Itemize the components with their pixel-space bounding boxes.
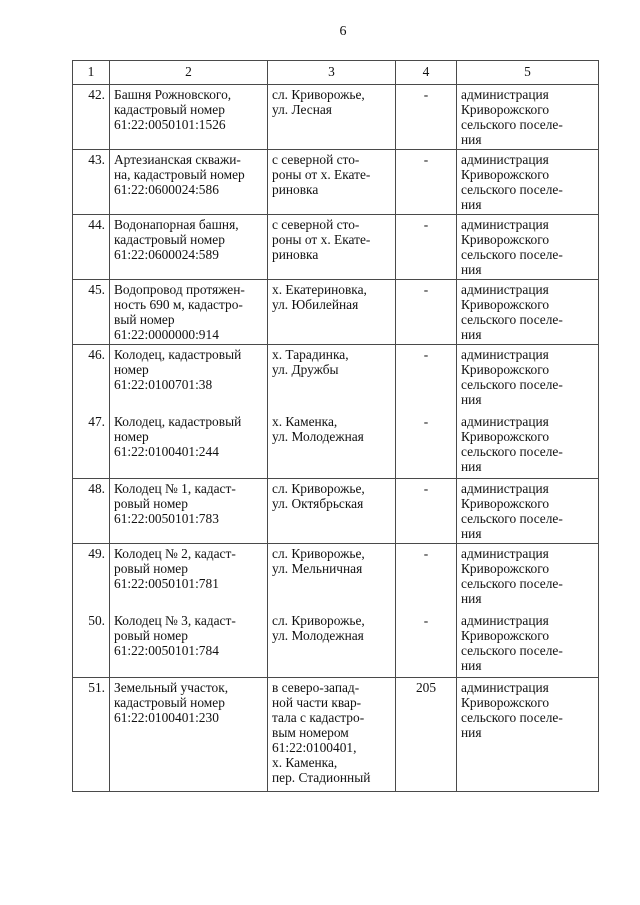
object-location: сл. Криворожье, ул. Молодежная (268, 611, 396, 678)
object-holder: администрация Криворожского сельского поселе- ния (457, 215, 599, 280)
object-name: Колодец, кадастровый номер 61:22:0100701:38 (110, 345, 268, 413)
object-holder: администрация Криворожского сельского поселе- ния (457, 150, 599, 215)
object-area: - (396, 85, 457, 150)
object-area: 205 (396, 678, 457, 792)
table-header-row (73, 61, 599, 85)
row-number: 48. (73, 479, 110, 544)
row-number: 43. (73, 150, 110, 215)
table-row (73, 544, 599, 612)
object-holder: администрация Криворожского сельского поселе- ния (457, 479, 599, 544)
object-name: Артезианская скважи- на, кадастровый номер 61:22:0600024:586 (110, 150, 268, 215)
table-row (73, 611, 599, 678)
object-holder: администрация Криворожского сельского поселе- ния (457, 85, 599, 150)
table-row (73, 215, 599, 280)
object-holder: администрация Криворожского сельского поселе- ния (457, 544, 599, 612)
object-name: Водопровод протяжен- ность 690 м, кадастро- вый номер 61:22:0000000:914 (110, 280, 268, 345)
object-location: с северной сто- роны от х. Екате- риновка (268, 150, 396, 215)
column-header-number: 1 (73, 61, 110, 85)
object-holder: администрация Криворожского сельского поселе- ния (457, 678, 599, 792)
object-area: - (396, 479, 457, 544)
row-number: 46. (73, 345, 110, 413)
object-name: Водонапорная башня, кадастровый номер 61:22:0600024:589 (110, 215, 268, 280)
object-name: Земельный участок, кадастровый номер 61:22:0100401:230 (110, 678, 268, 792)
row-number: 47. (73, 412, 110, 479)
object-holder: администрация Криворожского сельского поселе- ния (457, 611, 599, 678)
object-holder: администрация Криворожского сельского поселе- ния (457, 412, 599, 479)
object-area: - (396, 412, 457, 479)
table-row (73, 85, 599, 150)
row-number: 49. (73, 544, 110, 612)
table-row (73, 412, 599, 479)
object-name: Колодец № 2, кадаст- ровый номер 61:22:0050101:781 (110, 544, 268, 612)
object-name: Колодец № 1, кадаст- ровый номер 61:22:0050101:783 (110, 479, 268, 544)
object-location: х. Тарадинка, ул. Дружбы (268, 345, 396, 413)
object-area: - (396, 280, 457, 345)
table-row (73, 280, 599, 345)
column-header-name: 2 (110, 61, 268, 85)
row-number: 45. (73, 280, 110, 345)
object-area: - (396, 215, 457, 280)
object-location: х. Каменка, ул. Молодежная (268, 412, 396, 479)
row-number: 50. (73, 611, 110, 678)
page-number: 6 (339, 24, 347, 39)
table-row (73, 678, 599, 792)
column-header-area: 4 (396, 61, 457, 85)
object-area: - (396, 611, 457, 678)
object-location: сл. Криворожье, ул. Мельничная (268, 544, 396, 612)
object-name: Колодец, кадастровый номер 61:22:0100401:244 (110, 412, 268, 479)
object-name: Колодец № 3, кадаст- ровый номер 61:22:0050101:784 (110, 611, 268, 678)
object-holder: администрация Криворожского сельского поселе- ния (457, 280, 599, 345)
table-row (73, 150, 599, 215)
property-registry-table (72, 60, 599, 792)
column-header-location: 3 (268, 61, 396, 85)
column-header-holder: 5 (457, 61, 599, 85)
table-row (73, 345, 599, 413)
row-number: 44. (73, 215, 110, 280)
object-area: - (396, 150, 457, 215)
object-area: - (396, 544, 457, 612)
object-area: - (396, 345, 457, 413)
object-location: сл. Криворожье, ул. Лесная (268, 85, 396, 150)
object-location: сл. Криворожье, ул. Октябрьская (268, 479, 396, 544)
object-location: х. Екатериновка, ул. Юбилейная (268, 280, 396, 345)
row-number: 51. (73, 678, 110, 792)
table-row (73, 479, 599, 544)
row-number: 42. (73, 85, 110, 150)
object-location: с северной сто- роны от х. Екате- риновка (268, 215, 396, 280)
object-location: в северо-запад- ной части квар- тала с кадастро- вым номером 61:22:0100401, х. Каменка, пер. Стадионный (268, 678, 396, 792)
object-name: Башня Рожновского, кадастровый номер 61:22:0050101:1526 (110, 85, 268, 150)
object-holder: администрация Криворожского сельского поселе- ния (457, 345, 599, 413)
